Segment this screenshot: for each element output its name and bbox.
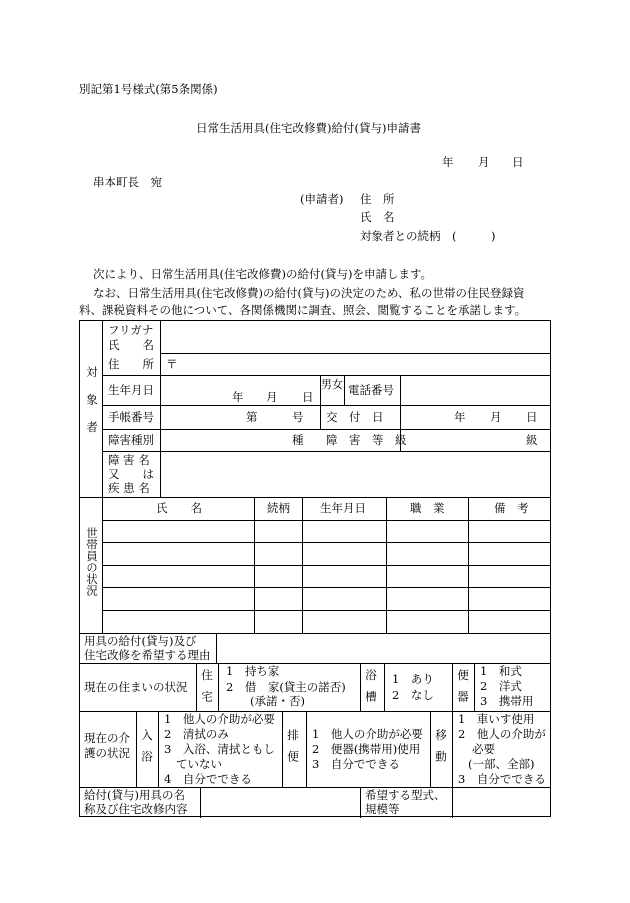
item-name-label-line-2: 称及び住宅改修内容 [84, 802, 188, 816]
house-option-2: 2 借 家(貸主の諾否) [226, 680, 346, 694]
excretion-option-2: 2 便器(携帯用)使用 [312, 742, 421, 756]
application-table [79, 320, 551, 817]
bathtub-label: 浴槽 [364, 669, 378, 712]
toilet-option-1: 1 和式 [480, 664, 522, 678]
birth-year-label: 年 [232, 390, 244, 404]
model-label-line-1: 希望する型式、 [365, 788, 446, 802]
applicant-label: (申請者) [300, 192, 344, 206]
bathing-option-4: 4 自分でできる [164, 772, 252, 786]
excretion-label: 排便 [286, 729, 300, 772]
excretion-option-3: 3 自分でできる [312, 757, 400, 771]
issue-day-label: 日 [526, 410, 538, 424]
house-type-label: 住宅 [200, 669, 214, 712]
bathtub-option-2: 2 なし [392, 688, 434, 702]
moving-option-2-cont: 必要 [472, 742, 495, 756]
statement-paragraph-2-line-1: なお、日常生活用具(住宅改修費)の給付(貸与)の決定のため、私の世帯の住民登録資 [93, 286, 525, 300]
birth-day-label: 日 [302, 390, 314, 404]
household-section-label: 世帯員の状況 [85, 527, 99, 596]
toilet-option-2: 2 洋式 [480, 679, 522, 693]
disability-type-shu: 種 [292, 433, 304, 447]
applicant-address-label: 住 所 [360, 192, 395, 206]
date-day-label: 日 [512, 155, 524, 169]
model-label-line-2: 規模等 [365, 802, 400, 816]
statement-paragraph-2-line-2: 料、課税資料その他について、各関係機関に調査、照会、閲覧することを承諾します。 [79, 303, 527, 317]
bathing-option-3: 3 入浴、清拭ともし [164, 742, 275, 756]
item-name-label-line-1: 給付(貸与)用具の名 [84, 788, 185, 802]
handbook-number-label: 手帳番号 [108, 410, 154, 424]
statement-paragraph-1: 次により、日常生活用具(住宅改修費)の給付(貸与)を申請します。 [93, 267, 433, 281]
issue-month-label: 月 [490, 410, 502, 424]
birth-month-label: 月 [266, 390, 278, 404]
disability-grade-label: 障 害 等 級 [326, 433, 407, 447]
birthdate-label: 生年月日 [108, 383, 154, 397]
disease-name-label-3: 疾 患 名 [108, 481, 150, 495]
subject-address-label: 住 所 [108, 357, 154, 371]
disease-name-label-2: 又 は [108, 467, 154, 481]
moving-option-2-detail: (一部、全部) [468, 757, 535, 771]
issue-date-label: 交 付 日 [326, 410, 384, 424]
handbook-dai-label: 第 [246, 410, 258, 424]
care-label-line-2: 護の状況 [84, 746, 130, 760]
bathtub-option-1: 1 あり [392, 672, 434, 686]
form-title: 日常生活用具(住宅改修費)給付(貸与)申請書 [196, 121, 421, 135]
bathing-label: 入浴 [140, 729, 154, 772]
housing-label: 現在の住まいの状況 [84, 680, 188, 694]
bathing-option-2: 2 清拭のみ [164, 727, 229, 741]
form-reference: 別記第1号様式(第5条関係) [79, 82, 218, 96]
house-option-1: 1 持ち家 [226, 664, 280, 678]
house-option-2-consent: (承諾・否) [250, 694, 305, 708]
date-year-label: 年 [442, 155, 454, 169]
household-col-birthdate: 生年月日 [320, 501, 366, 515]
moving-option-3: 3 自分でできる [458, 772, 546, 786]
household-col-name: 氏 名 [156, 501, 202, 515]
sex-label: 男女 [321, 378, 343, 391]
subject-name-label: 氏 名 [108, 338, 154, 352]
household-col-occupation: 職 業 [410, 501, 445, 515]
reason-label-line-1: 用具の給付(貸与)及び [84, 634, 197, 648]
toilet-label: 便器 [456, 669, 470, 712]
moving-option-2: 2 他人の介助が [458, 727, 546, 741]
handbook-gou-label: 号 [292, 410, 304, 424]
phone-label: 電話番号 [348, 383, 394, 397]
care-label-line-1: 現在の介 [84, 731, 130, 745]
disease-name-label-1: 障 害 名 [108, 453, 150, 467]
applicant-name-label: 氏 名 [360, 210, 395, 224]
household-col-notes: 備 考 [494, 501, 529, 515]
household-col-relation: 続柄 [267, 501, 290, 515]
issue-year-label: 年 [454, 410, 466, 424]
bathing-option-3-cont: ていない [176, 757, 222, 771]
disability-grade-kyu: 級 [526, 433, 538, 447]
reason-label-line-2: 住宅改修を希望する理由 [84, 648, 211, 662]
applicant-relation-label: 対象者との続柄 ( ) [360, 229, 496, 243]
bathing-option-1: 1 他人の介助が必要 [164, 712, 275, 726]
postal-mark: 〒 [166, 357, 178, 371]
moving-option-1: 1 車いす使用 [458, 712, 535, 726]
toilet-option-3: 3 携帯用 [480, 694, 534, 708]
excretion-option-1: 1 他人の介助が必要 [312, 727, 423, 741]
addressee: 串本町長 宛 [93, 175, 162, 189]
moving-label: 移動 [434, 729, 448, 772]
subject-section-label: 対象者 [85, 366, 99, 449]
disability-type-label: 障害種別 [108, 433, 154, 447]
date-month-label: 月 [478, 155, 490, 169]
furigana-label: フリガナ [108, 323, 154, 337]
